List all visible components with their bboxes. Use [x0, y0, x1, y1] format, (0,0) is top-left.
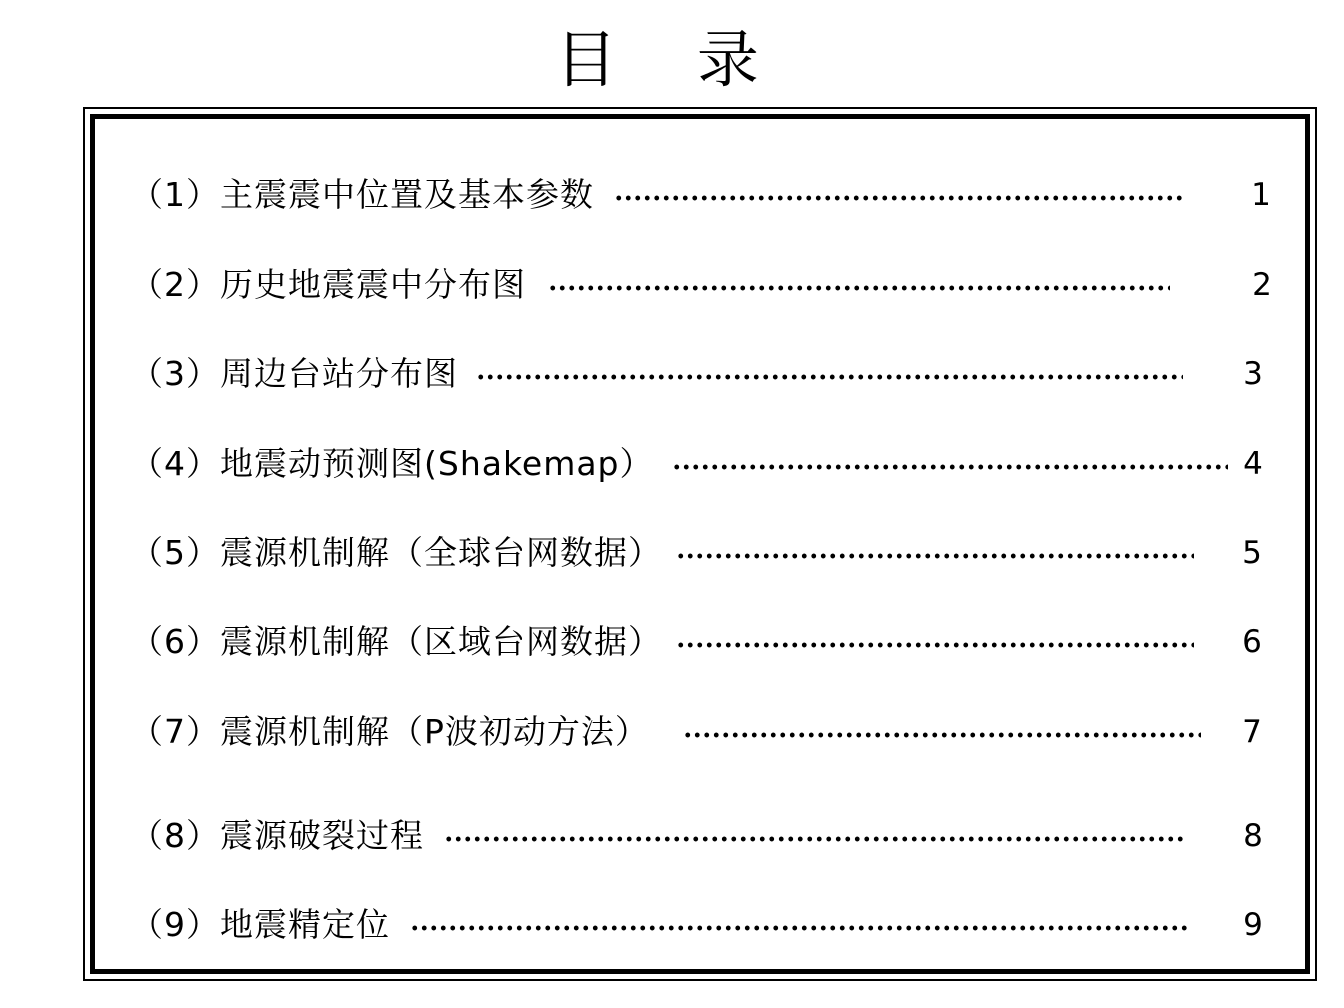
toc-entry-label: （1）主震震中位置及基本参数: [130, 175, 594, 214]
dot-leader: [683, 732, 1201, 738]
toc-entry-page: 8: [1243, 818, 1263, 854]
toc-entry-page: 6: [1242, 624, 1262, 660]
dot-leader: [476, 374, 1183, 380]
page-title: 目 录: [555, 23, 789, 96]
toc-entry-label: （9）地震精定位: [130, 905, 390, 944]
toc-entry-page: 5: [1242, 535, 1262, 571]
toc-entry-3[interactable]: [130, 354, 1183, 394]
toc-entry-label: （4）地震动预测图(Shakemap）: [130, 444, 654, 483]
toc-entry-7[interactable]: [130, 712, 1201, 752]
toc-entry-label: （8）震源破裂过程: [130, 816, 424, 855]
dot-leader: [548, 285, 1170, 291]
toc-entry-9[interactable]: [130, 905, 1190, 945]
toc-entry-page: 3: [1243, 356, 1263, 392]
toc-entry-5[interactable]: [130, 533, 1194, 573]
toc-entry-page: 4: [1243, 446, 1263, 482]
toc-entry-label: （5）震源机制解（全球台网数据）: [130, 533, 662, 572]
dot-leader: [676, 553, 1194, 559]
toc-entry-page: 2: [1252, 267, 1272, 303]
dot-leader: [410, 925, 1190, 931]
toc-entry-page: 7: [1242, 714, 1262, 750]
toc-entry-4[interactable]: [130, 444, 1228, 484]
toc-entry-label: （3）周边台站分布图: [130, 354, 458, 393]
dot-leader: [614, 195, 1186, 201]
toc-entry-6[interactable]: [130, 622, 1194, 662]
toc-entry-2[interactable]: [130, 265, 1170, 305]
toc-entry-page: 1: [1251, 177, 1271, 213]
dot-leader: [676, 642, 1194, 648]
toc-entry-8[interactable]: [130, 816, 1186, 856]
toc-entry-label: （7）震源机制解（P波初动方法）: [130, 712, 649, 751]
dot-leader: [444, 836, 1186, 842]
toc-entry-page: 9: [1243, 907, 1263, 943]
toc-entry-label: （6）震源机制解（区域台网数据）: [130, 622, 662, 661]
dot-leader: [672, 464, 1228, 470]
toc-entry-1[interactable]: [130, 175, 1186, 215]
toc-entry-label: （2）历史地震震中分布图: [130, 265, 526, 304]
